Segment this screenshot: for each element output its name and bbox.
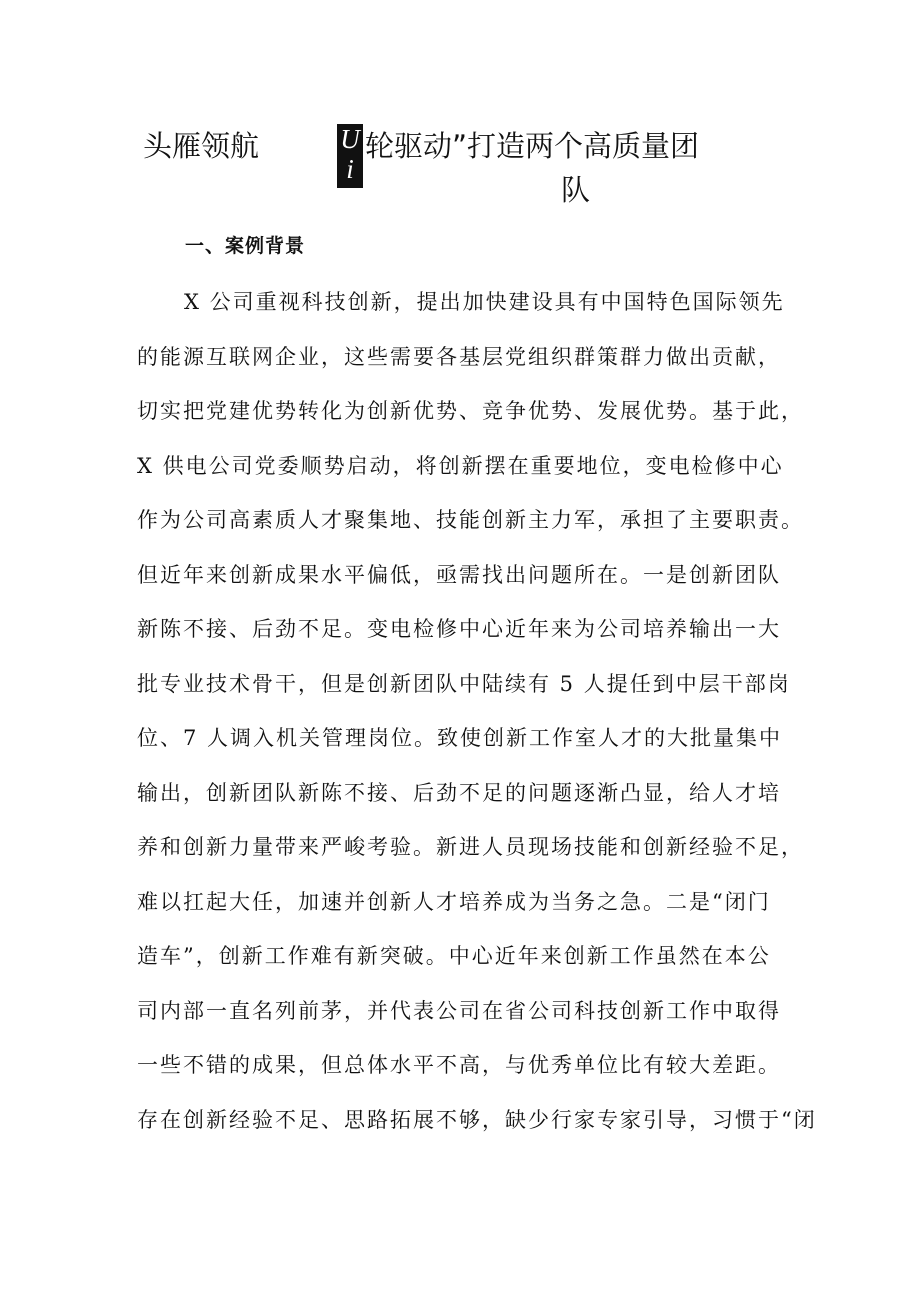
paragraph-line: 存在创新经验不足、思路拓展不够，缺少行家专家引导，习惯于“闭 (137, 1107, 817, 1132)
paragraph-line: 位、7 人调入机关管理岗位。致使创新工作室人才的大批量集中 (137, 726, 783, 750)
paragraph-line: 养和创新力量带来严峻考验。新进人员现场技能和创新经验不足， (137, 835, 804, 859)
paragraph-line: X 供电公司党委顺势启动，将创新摆在重要地位，变电检修中心 (137, 453, 784, 478)
paragraph-line: X 公司重视科技创新，提出加快建设具有中国特色国际领先 (184, 290, 785, 314)
paragraph-line: 输出，创新团队新陈不接、后劲不足的问题逐渐凸显，给人才培 (137, 780, 781, 805)
section-heading: 一、案例背景 (185, 235, 306, 257)
paragraph-line: 难以扛起大任，加速并创新人才培养成为当务之急。二是“闭门 (137, 889, 771, 914)
paragraph-line: 司内部一直名列前茅，并代表公司在省公司科技创新工作中取得 (137, 998, 781, 1023)
paragraph-line: 新陈不接、后劲不足。变电检修中心近年来为公司培养输出一大 (137, 617, 781, 641)
title-badge-letter-bottom: i (346, 154, 354, 184)
document-title (143, 124, 783, 184)
paragraph-line: 切实把党建优势转化为创新优势、竞争优势、发展优势。基于此， (137, 399, 804, 423)
title-badge-block (337, 124, 363, 188)
paragraph-line: 但近年来创新成果水平偏低，亟需找出问题所在。一是创新团队 (137, 562, 781, 587)
title-part-1: 头雁领航 (143, 129, 260, 163)
title-part-2: 轮驱动”打造两个高质量团 (365, 129, 700, 163)
paragraph-line: 的能源互联网企业，这些需要各基层党组织群策群力做出贡献， (137, 344, 781, 369)
paragraph-line: 一些不错的成果，但总体水平不高，与优秀单位比有较大差距。 (137, 1053, 781, 1077)
paragraph-line: 批专业技术骨干，但是创新团队中陆续有 5 人提任到中层干部岗 (137, 671, 791, 696)
title-badge-letter-top: U (340, 124, 360, 154)
body-paragraph (137, 282, 817, 1154)
paragraph-line: 作为公司高素质人才聚集地、技能创新主力军，承担了主要职责。 (137, 508, 804, 532)
paragraph-line: 造车”，创新工作难有新突破。中心近年来创新工作虽然在本公 (137, 944, 771, 968)
title-part-3: 队 (561, 173, 591, 207)
